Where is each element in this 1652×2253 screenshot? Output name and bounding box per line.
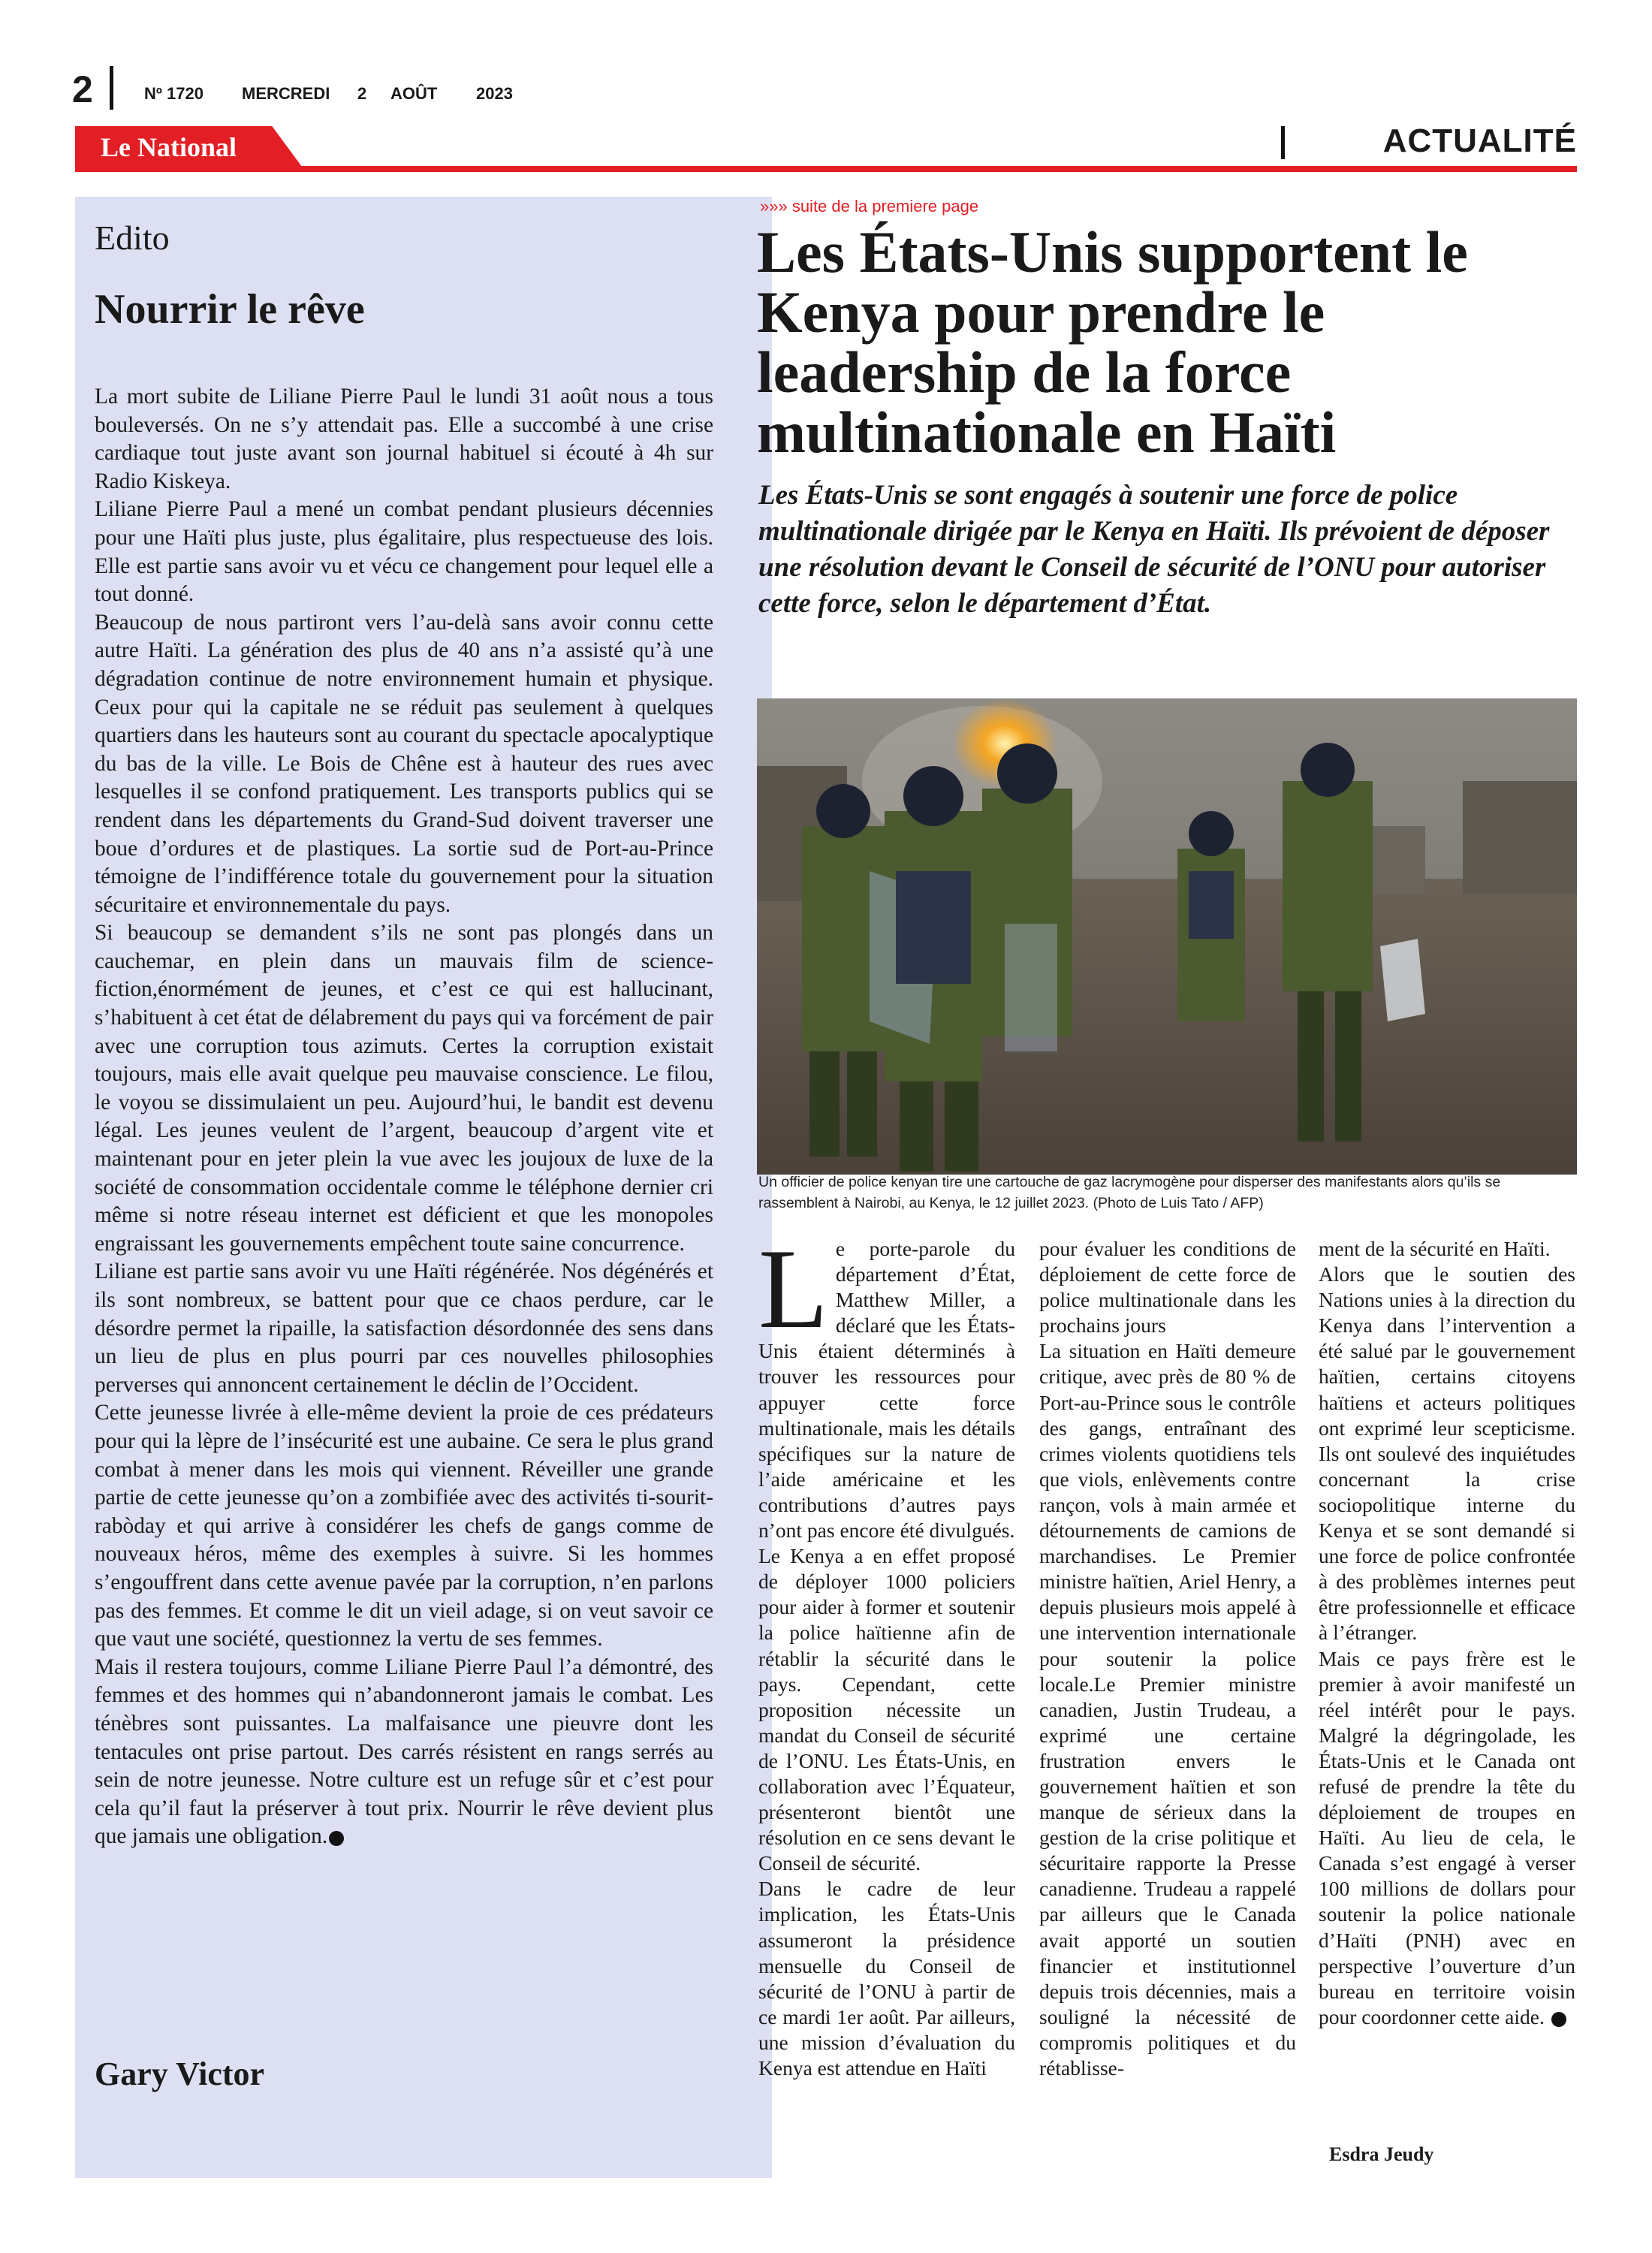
continuation-note: »»» suite de la premiere page (760, 197, 979, 216)
issue-day: 2 (357, 84, 367, 103)
article-paragraph-text: Mais ce pays frère est le premier à avoir manifesté un réel intérêt pour le pays. Malgré la dégringolade, les États-Unis et le Canada ont refusé de prendre la tête du déploiement de troupes en Haïti. Au lieu de cela, le Canada s’est engagé à verser 100 millions de dollars pour soutenir la police nationale d’Haïti (PNH) avec en perspective l’ouverture d’un bureau en territoire voisin pour coordonner cette aide. (1319, 1646, 1575, 2028)
article-paragraph-last (1319, 1646, 1575, 2030)
issue-month: AOÛT (390, 84, 438, 103)
section-title: ACTUALITÉ (1382, 122, 1577, 159)
article-column-1 (758, 1226, 1015, 2081)
photo-caption: Un officier de police kenyan tire une cartouche de gaz lacrymogène pour disperser des manifestants alors qu’ils se rassemblent à Nairobi, au Kenya, le 12 juillet 2023. (Photo de Luis Tato / AFP) (758, 1174, 1501, 1211)
article-author: Esdra Jeudy (1329, 2143, 1434, 2165)
issue-number: Nº 1720 (144, 84, 203, 103)
news-photo (757, 698, 1577, 1175)
photo-illustration (757, 698, 1577, 1175)
edito-paragraph: Liliane Pierre Paul a mené un combat pendant plusieurs décennies pour une Haïti plus juste, plus égalitaire, plus respectueuse des lois. Elle est partie sans avoir vu et vécu ce changement pour lequel elle a tout donné. (95, 497, 713, 607)
edito-kicker: Edito (95, 219, 170, 257)
edito-body (95, 383, 713, 1851)
issue-weekday: MERCREDI (242, 84, 330, 103)
article-paragraph: Le Kenya a en effet proposé de déployer 1000 policiers pour aider à former et soutenir la police haïtienne afin de rétablir la sécurité dans le pays. Cependant, cette proposition nécessite un mandat du Conseil de sécurité de l’ONU. Les États-Unis, en collaboration avec l’Équateur, présenteront bientôt une résolution en ce sens devant le Conseil de sécurité. (758, 1544, 1015, 1875)
article-paragraph: Dans le cadre de leur implication, les États-Unis assumeront la présidence mensuelle du Conseil de sécurité de l’ONU à partir de ce mardi 1er août. Par ailleurs, une mission d’évaluation du Kenya est attendue en Haïti (758, 1877, 1015, 2080)
article-paragraph: e porte-parole du département d’État, Matthew Miller, a déclaré que les États-Unis étaient déterminés à trouver les ressources pour appuyer cette force multinationale, mais les détails spécifiques sur la nature de l’aide américaine et les contributions d’autres pays n’ont pas encore été divulgués. (758, 1237, 1015, 1543)
brand-name: Le National (101, 132, 237, 162)
header-divider (110, 66, 113, 110)
article-column-3 (1319, 1236, 1575, 2030)
edito-author: Gary Victor (95, 2055, 265, 2092)
article-paragraph: Alors que le soutien des Nations unies à la direction du Kenya dans l’intervention a été salué par le gouvernement haïtien, certains citoyens haïtiens et acteurs politiques ont exprimé leur scepticisme. Ils ont soulevé des inquiétudes concernant la crise sociopolitique interne du Kenya et se sont demandé si une force de police confrontée à des problèmes internes peut être professionnelle et efficace à l’étranger. (1319, 1262, 1575, 1645)
edito-paragraph: Beaucoup de nous partiront vers l’au-delà sans avoir connu cette autre Haïti. La génération des plus de 40 ans n’a assisté qu’à une dégradation continue de notre environnement humain et physique. Ceux pour qui la capitale ne se réduit pas seulement à quelques quartiers dans les hauteurs sont au courant du spectacle apocalyptique du bas de la ville. Le Bois de Chêne est à hauteur des rues avec lesquelles il se confond pratiquement. Les transports publics qui se rendent dans les départements du Grand-Sud doivent traverser une boue d’ordures et de plastiques. La sortie sud de Port-au-Prince témoigne de l’indifférence totale du gouvernement pour la situation sécuritaire et environnementale du pays. (95, 610, 713, 917)
section-divider (1281, 126, 1285, 159)
article-headline: Les États-Unis supportent le Kenya pour prendre le leadership de la force multinationale en Haïti (757, 219, 1468, 465)
page-number: 2 (72, 68, 93, 110)
edito-title: Nourrir le rêve (95, 286, 365, 333)
article-paragraph: ment de la sécurité en Haïti. (1319, 1237, 1551, 1260)
edito-paragraph: Cette jeunesse livrée à elle-même devient la proie de ces prédateurs pour qui la lèpre de l’insécurité est une aubaine. Ce sera le plus grand combat à mener dans les mois qui viennent. Réveiller une grande partie de cette jeunesse qu’on a zombifiée avec des activités ti-sourit-rabòday et qui arrive à considérer les chefs de gangs comme de nouveaux héros, même des exemples à suivre. Si les hommes s’engouffrent dans cette avenue pavée par la corruption, n’en parlons pas des femmes. Et comme le dit un vieil adage, si on veut savoir ce que vaut une société, questionnez la vertu de ses femmes. (95, 1401, 713, 1651)
issue-year: 2023 (476, 84, 513, 103)
end-mark-icon (1551, 2012, 1566, 2027)
article-lead: Les États-Unis se sont engagés à soutenir une force de police multinationale dirigée par le Kenya en Haïti. Ils prévoient de déposer une résolution devant le Conseil de sécurité de l’ONU pour autoriser cette force, selon le département d’État. (758, 480, 1550, 619)
edito-paragraph: Liliane est partie sans avoir vu une Haïti régénérée. Nos dégénérés et ils sont nombreux, se battent pour que ce chaos perdure, car le désordre permet la ripaille, la satisfaction désordonnée des sens dans un lieu de plus en plus pourri par ces nouvelles philosophies perverses qui annoncent certainement le déclin de l’Occident. (95, 1259, 713, 1397)
article-paragraph: La situation en Haïti demeure critique, avec près de 80 % de Port-au-Prince sous le contrôle des gangs, entraînant des crimes violents quotidiens tels que viols, enlèvements contre rançon, vols à main armée et détournements de camions de marchandises. Le Premier ministre haïtien, Ariel Henry, a depuis plusieurs mois appelé à une intervention internationale pour soutenir la police locale.Le Premier ministre canadien, Justin Trudeau, a exprimé une certaine frustration envers le gouvernement haïtien et son manque de sérieux dans la gestion de la crise politique et sécuritaire rapporte la Presse canadienne. Trudeau a rappelé par ailleurs que le Canada avait apporté un soutien financier et institutionnel depuis trois décennies, mais a souligné la nécessité de compromis politiques et du rétablisse- (1039, 1339, 1296, 2080)
edito-paragraph-text: Mais il restera toujours, comme Liliane Pierre Paul l’a démontré, des femmes et des hommes qui n’abandonneront jamais le combat. Les ténèbres sont puissantes. La malfaisance une pieuvre dont les tentacules ont prise partout. Des carrés résistent en rangs serrés au sein de notre jeunesse. Notre culture est un refuge sûr et c’est pour cela qu’il faut la préserver à tout prix. Nourrir le rêve devient plus que jamais une obligation. (95, 1654, 713, 1849)
article-column-2 (1039, 1236, 1296, 2081)
edito-paragraph-last (95, 1654, 713, 1851)
edito-paragraph: Si beaucoup se demandent s’ils ne sont pas plongés dans un cauchemar, en plein dans un mauvais film de science-fiction,énormément de jeunes, et c’est ce qui est hallucinant, s’habituent à cet état de délabrement du pays qui va forcément de pair avec une corruption tous azimuts. Certes la corruption existait toujours, mais elle avait quelque peu mauvaise conscience. Le filou, le voyou se dissimulaient un peu. Aujourd’hui, le bandit est devenu légal. Les jeunes veulent de l’argent, beaucoup d’argent vite et maintenant pour en jeter plein la vue avec les joujoux de luxe de la société de consommation occidentale comme le téléphone dernier cri même si notre réseau internet est déficient et que les monopoles engraissant les gouvernements empêchent toute saine concurrence. (95, 921, 713, 1256)
article-paragraph: pour évaluer les conditions de déploiement de cette force de police multinationale dans les prochains jours (1039, 1237, 1296, 1338)
edito-paragraph: La mort subite de Liliane Pierre Paul le lundi 31 août nous a tous bouleversés. On ne s’y attendait pas. Elle a succombé à une crise cardiaque tout juste avant son journal habituel si écouté à 4h sur Radio Kiskeya. (95, 385, 713, 493)
drop-cap: L (758, 1226, 828, 1352)
end-mark-icon (329, 1831, 344, 1846)
